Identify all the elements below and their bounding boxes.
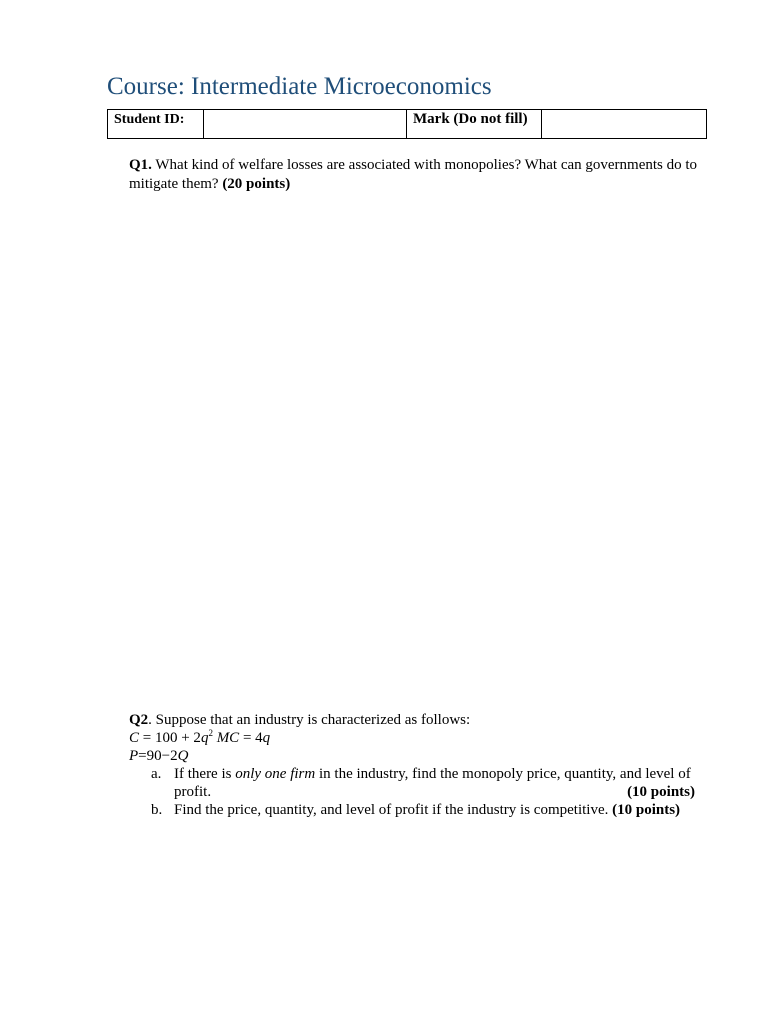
demand-equation: [129, 747, 709, 765]
question-1-points: (20 points): [222, 176, 291, 192]
question-2-part-b: [129, 801, 695, 819]
question-2-intro: . Suppose that an industry is characterized as follows:: [148, 712, 471, 728]
cost-exponent: 2: [208, 728, 213, 738]
cost-equation: [129, 729, 709, 747]
question-1: [129, 156, 709, 194]
part-a-text-after: in the industry, find the monopoly price, quantity, and level of profit.: [174, 766, 691, 800]
header-table: [107, 109, 707, 139]
part-a-text-before: If there is: [174, 766, 236, 782]
part-a-points: (10 points): [627, 784, 695, 800]
cost-var: C: [129, 730, 140, 746]
question-2: [129, 711, 709, 819]
mc-expr: = 4: [239, 730, 263, 746]
mc-q: q: [262, 730, 271, 746]
mark-label: Mark (Do not fill): [407, 110, 542, 139]
cost-expr: = 100 + 2: [139, 730, 201, 746]
mc-var: MC: [212, 730, 240, 746]
part-a-text-emph: only one firm: [235, 766, 316, 782]
page-title: Course: Intermediate Microeconomics: [107, 73, 492, 100]
question-2-intro-line: [129, 711, 709, 729]
part-b-marker: b.: [151, 802, 163, 818]
question-2-part-a: [129, 765, 695, 801]
question-2-number: Q2: [129, 712, 149, 728]
part-b-points: (10 points): [612, 802, 681, 818]
demand-var: P: [129, 748, 139, 764]
student-id-label: Student ID:: [108, 110, 204, 139]
part-b-text: Find the price, quantity, and level of profit if the industry is competitive.: [174, 802, 613, 818]
demand-Q: Q: [177, 748, 189, 764]
question-1-text: What kind of welfare losses are associated with monopolies? What can governments do to mitigate them?: [129, 157, 698, 192]
part-a-marker: a.: [151, 766, 162, 782]
demand-expr: =90−2: [138, 748, 178, 764]
student-id-field[interactable]: [204, 110, 407, 139]
question-1-number: Q1.: [129, 157, 152, 173]
cost-q: q: [200, 730, 209, 746]
mark-field: [542, 110, 707, 139]
